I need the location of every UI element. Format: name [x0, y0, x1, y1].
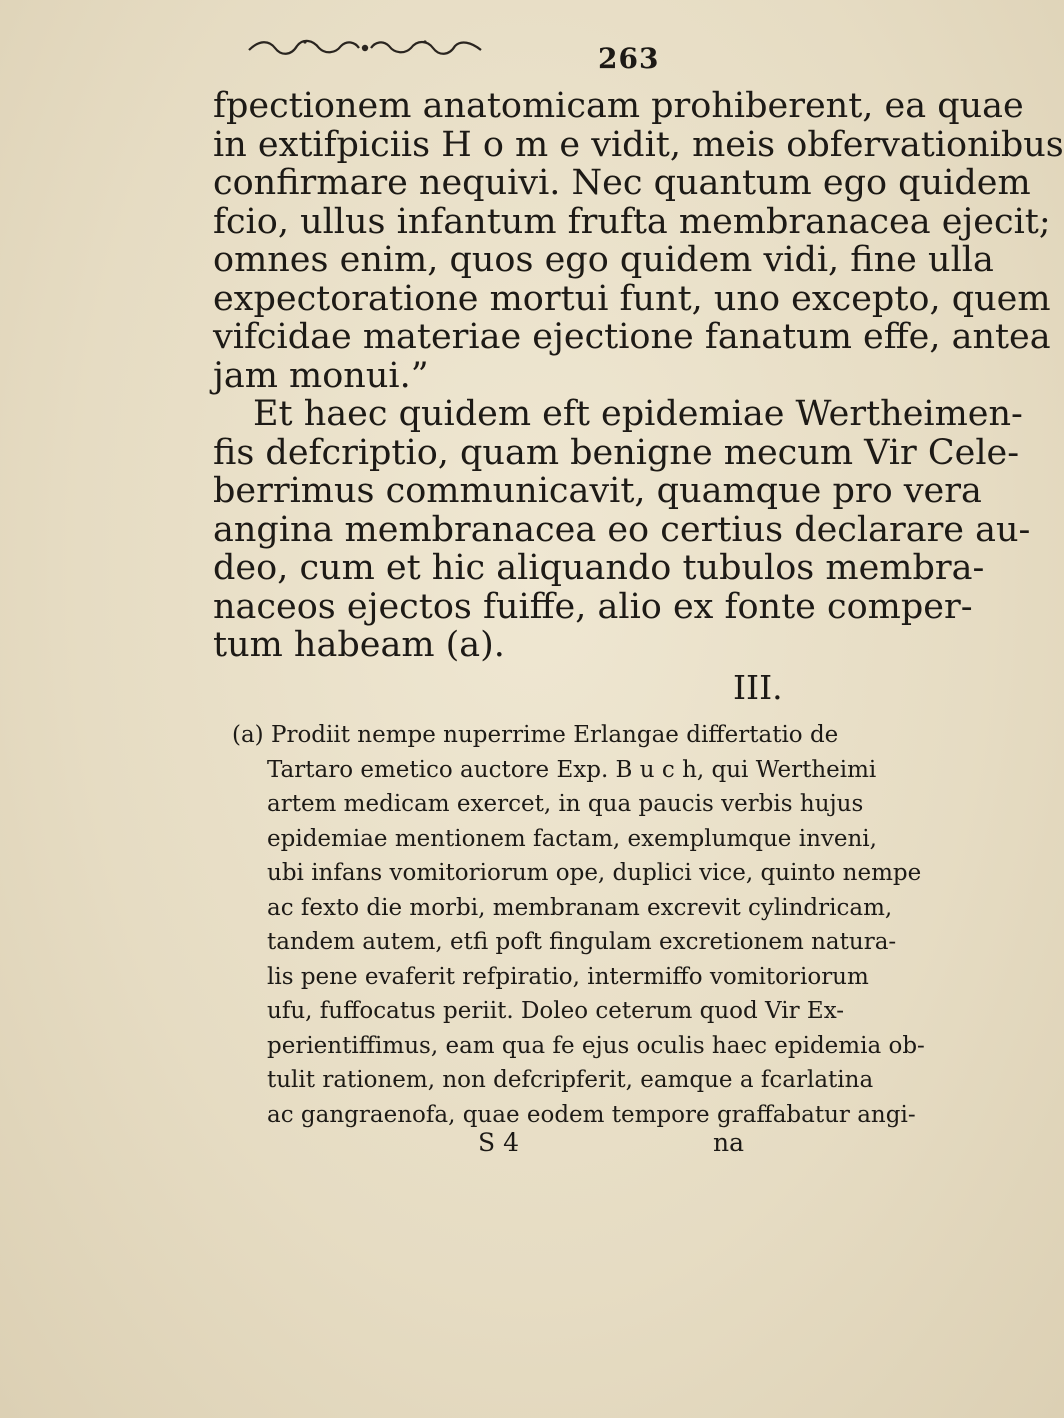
catchword: na	[713, 1128, 745, 1157]
footnote-line: lis pene evaferit refpiratio, intermiffo vomitoriorum	[267, 963, 869, 990]
footnote-line: (a) Prodiit nempe nuperrime Erlangae differtatio de	[232, 722, 839, 748]
text-line: jam monui.”	[213, 355, 429, 396]
text-line: naceos ejectos fuiffe, alio ex fonte comper-	[213, 586, 973, 627]
footnote-line: ac gangraenofa, quae eodem tempore graffabatur angi-	[267, 1101, 916, 1128]
text-line: angina membranacea eo certius declarare au-	[213, 509, 1031, 550]
footnote-line: ubi infans vomitoriorum ope, duplici vice, quinto nempe	[267, 860, 922, 886]
footnote-line: ac fexto die morbi, membranam excrevit cylindricam,	[267, 894, 893, 921]
section-number: III.	[733, 668, 783, 707]
text-line: fcio, ullus infantum frufta membranacea ejecit;	[213, 201, 1051, 242]
main-text	[213, 86, 1064, 665]
text-line: confirmare nequivi. Nec quantum ego quidem	[213, 163, 1031, 203]
header-ornament	[245, 36, 485, 58]
text-line: fpectionem anatomicam prohiberent, ea quae	[213, 86, 1024, 126]
text-line: vifcidae materiae ejectione fanatum effe, antea	[213, 317, 1051, 357]
ornament-icon	[245, 36, 485, 58]
text-line: tum habeam (a).	[213, 625, 505, 665]
text-line: berrimus communicavit, quamque pro vera	[213, 471, 982, 511]
text-line: expectoratione mortui funt, uno excepto, quem	[213, 278, 1051, 319]
text-line: fis defcriptio, quam benigne mecum Vir Cele-	[213, 432, 1020, 473]
footnote-line: artem medicam exercet, in qua paucis verbis hujus	[267, 791, 864, 817]
text-line: in extifpiciis H o m e vidit, meis obfervationibus	[213, 124, 1064, 165]
footnote	[232, 718, 925, 1132]
footnote-line: epidemiae mentionem factam, exemplumque inveni,	[267, 825, 877, 852]
footnote-line: perientiffimus, eam qua fe ejus oculis haec epidemia ob-	[267, 1032, 925, 1059]
signature-mark: S 4	[478, 1128, 519, 1157]
footnote-line: ufu, fuffocatus periit. Doleo ceterum quod Vir Ex-	[267, 998, 845, 1024]
footnote-line: tulit rationem, non defcripferit, eamque a fcarlatina	[267, 1067, 874, 1093]
page-number: 263	[598, 42, 660, 75]
text-line: Et haec quidem eft epidemiae Wertheimen-	[253, 394, 1023, 434]
footnote-line: tandem autem, etfi poft fingulam excretionem natura-	[267, 929, 897, 955]
text-line: deo, cum et hic aliquando tubulos membra-	[213, 548, 985, 588]
text-line: omnes enim, quos ego quidem vidi, fine ulla	[213, 240, 994, 280]
footnote-line: Tartaro emetico auctore Exp. B u c h, qui Wertheimi	[267, 756, 877, 783]
